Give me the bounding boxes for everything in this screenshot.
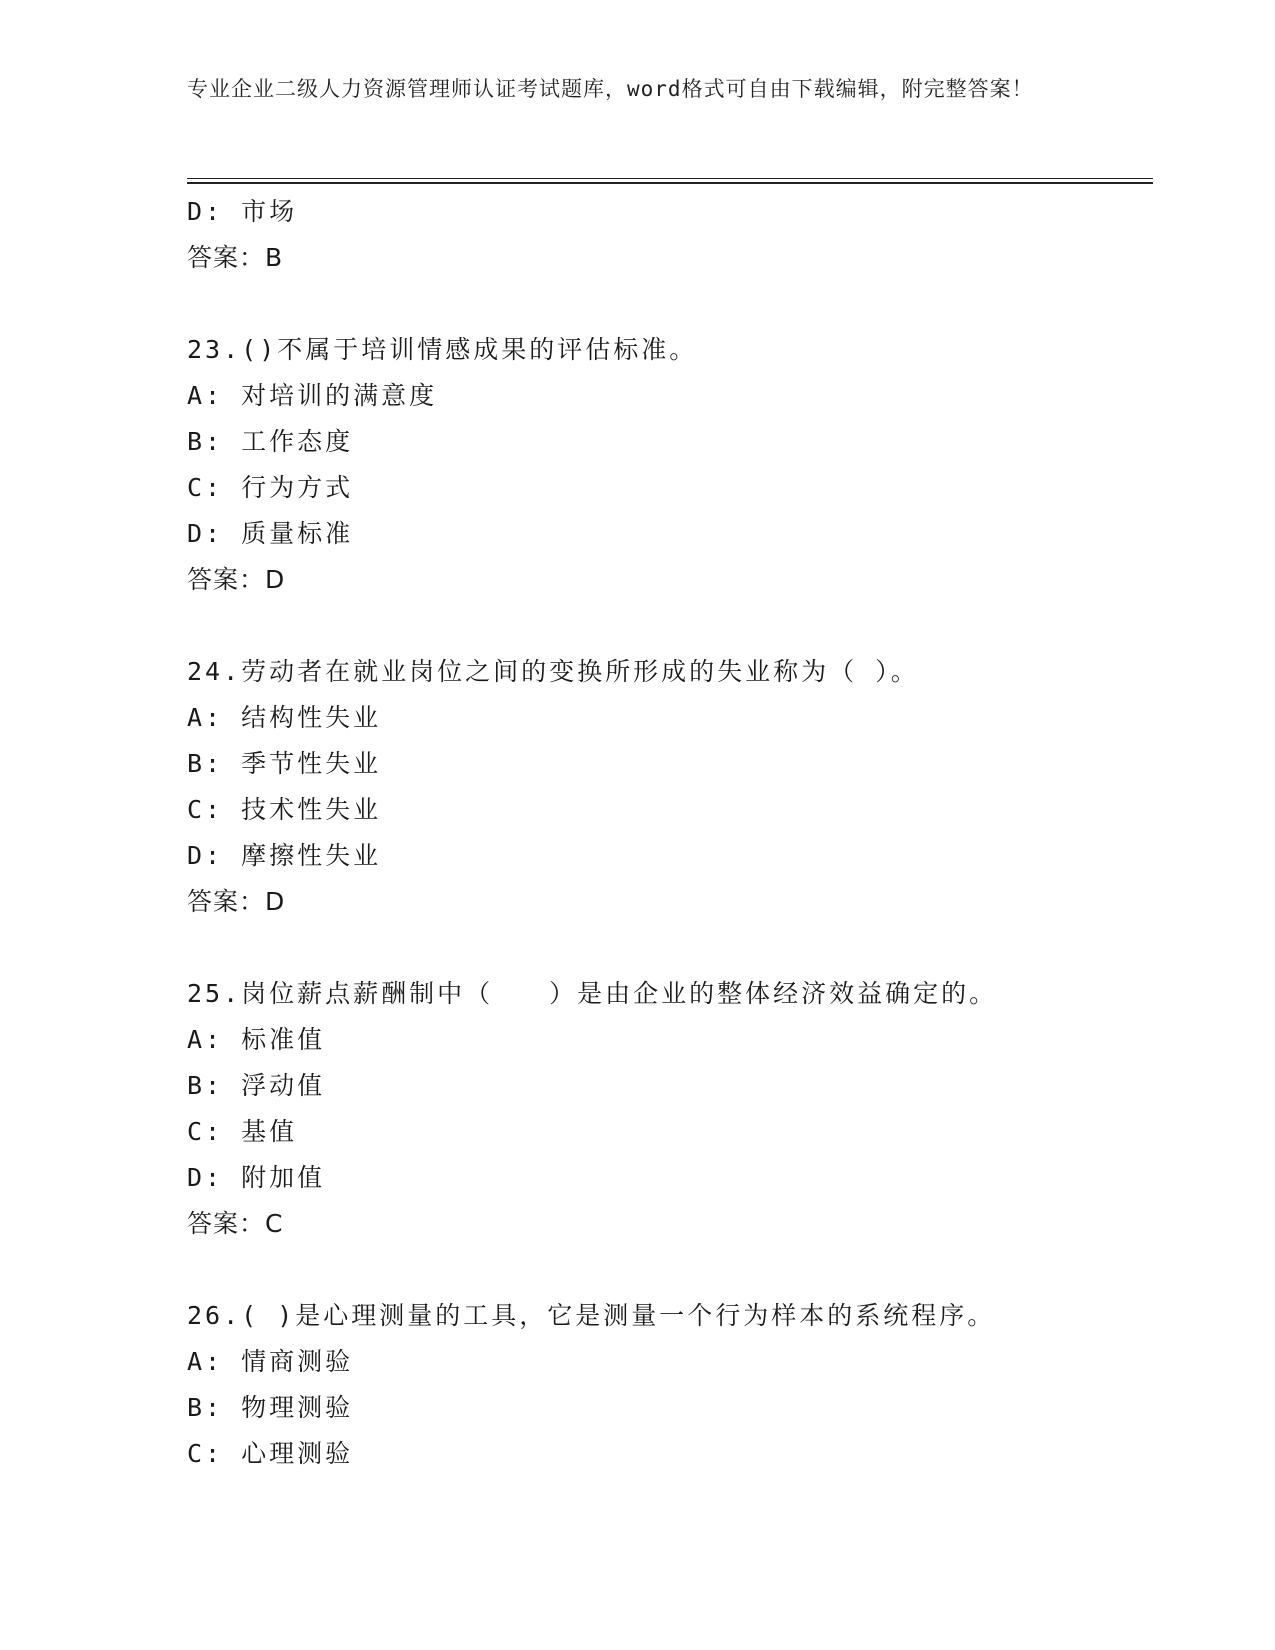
option-a: A: 情商测验 bbox=[187, 1347, 354, 1376]
question-answer: 答案：D bbox=[187, 887, 286, 916]
question-23 bbox=[187, 327, 1153, 603]
header-divider-thick bbox=[187, 182, 1153, 184]
option-a: A: 结构性失业 bbox=[187, 703, 382, 732]
question-stem: 26.( )是心理测量的工具，它是测量一个行为样本的系统程序。 bbox=[187, 1301, 996, 1330]
option-b: B: 物理测验 bbox=[187, 1393, 354, 1422]
option-a: A: 对培训的满意度 bbox=[187, 381, 438, 410]
option-b: B: 季节性失业 bbox=[187, 749, 382, 778]
header-divider-thin bbox=[187, 178, 1153, 179]
spacer bbox=[187, 1247, 1153, 1293]
header-text: 专业企业二级人力资源管理师认证考试题库，word格式可自由下载编辑，附完整答案！ bbox=[187, 77, 1034, 101]
question-stem: 23.()不属于培训情感成果的评估标准。 bbox=[187, 335, 698, 364]
option-d: D: 质量标准 bbox=[187, 519, 354, 548]
spacer bbox=[187, 281, 1153, 327]
option-a: A: 标准值 bbox=[187, 1025, 326, 1054]
option-c: C: 心理测验 bbox=[187, 1439, 354, 1468]
question-24 bbox=[187, 649, 1153, 925]
spacer bbox=[187, 603, 1153, 649]
question-answer: 答案：C bbox=[187, 1209, 284, 1238]
document-header bbox=[187, 74, 1067, 105]
option-c: C: 基值 bbox=[187, 1117, 298, 1146]
option-d: D: 附加值 bbox=[187, 1163, 326, 1192]
question-stem: 25.岗位薪点薪酬制中（ ）是由企业的整体经济效益确定的。 bbox=[187, 979, 998, 1008]
question-list bbox=[187, 189, 1153, 1477]
option-d: D: 摩擦性失业 bbox=[187, 841, 382, 870]
prev-question-option-d: D: 市场 bbox=[187, 197, 298, 226]
spacer bbox=[187, 925, 1153, 971]
option-b: B: 工作态度 bbox=[187, 427, 354, 456]
option-c: C: 技术性失业 bbox=[187, 795, 382, 824]
question-26 bbox=[187, 1293, 1153, 1477]
question-25 bbox=[187, 971, 1153, 1247]
question-stem: 24.劳动者在就业岗位之间的变换所形成的失业称为（ ）。 bbox=[187, 657, 919, 686]
prev-question-answer: 答案：B bbox=[187, 243, 284, 272]
option-b: B: 浮动值 bbox=[187, 1071, 326, 1100]
option-c: C: 行为方式 bbox=[187, 473, 354, 502]
question-answer: 答案：D bbox=[187, 565, 286, 594]
